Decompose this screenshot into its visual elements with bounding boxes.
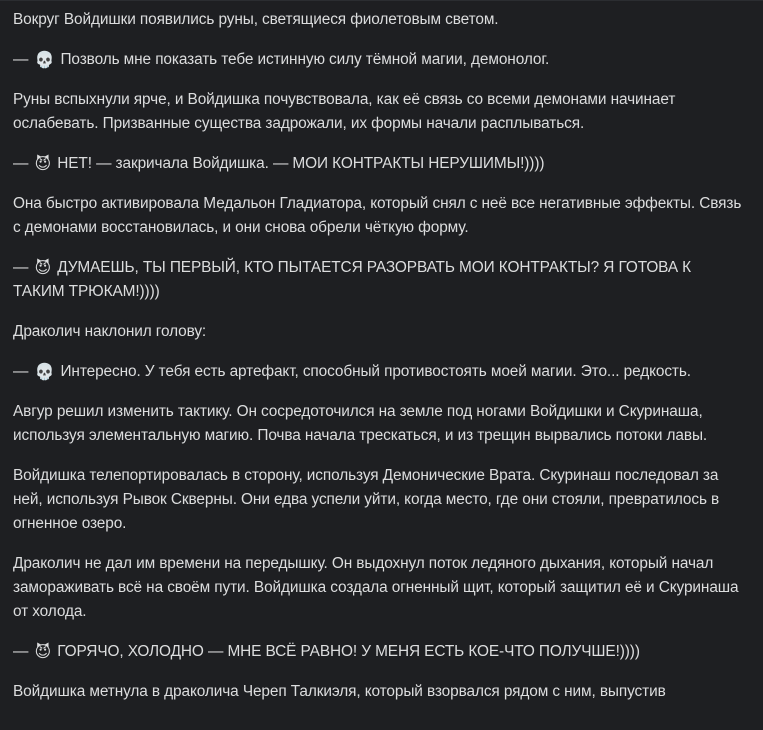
paragraph-6: — 😈 ДУМАЕШЬ, ТЫ ПЕРВЫЙ, КТО ПЫТАЕТСЯ РАЗОРВАТЬ МОИ КОНТРАКТЫ? Я ГОТОВА К ТАКИМ ТРЮКАМ!)))) xyxy=(13,259,692,300)
paragraph-8: — 💀 Интересно. У тебя есть артефакт, способный противостоять моей магии. Это... редкость. xyxy=(13,363,691,381)
paragraph-1: Вокруг Войдишки появились руны, светящиеся фиолетовым светом. xyxy=(13,11,499,28)
paragraph-4: — 😈 НЕТ! — закричала Войдишка. — МОИ КОНТРАКТЫ НЕРУШИМЫ!)))) xyxy=(13,155,545,173)
scrollbar-track[interactable] xyxy=(755,1,763,730)
smiling-imp-emoji-icon: 😈 xyxy=(34,260,52,277)
paragraph-2: — 💀 Позволь мне показать тебе истинную силу тёмной магии, демонолог. xyxy=(13,51,550,69)
paragraph-13: Войдишка метнула в драколича Череп Талкиэля, который взорвался рядом с ним, выпустив xyxy=(13,683,666,700)
smiling-imp-emoji-icon: 😈 xyxy=(34,156,52,173)
smiling-imp-emoji-icon: 😈 xyxy=(34,644,52,661)
paragraph-11: Драколич не дал им времени на передышку. Он выдохнул поток ледяного дыхания, который начал замораживать всё на своём пути. Войдишка создала огненный щит, который защитил её и Скуринаша от холода. xyxy=(13,555,739,620)
paragraph-3: Руны вспыхнули ярче, и Войдишка почувствовала, как её связь со всеми демонами начинает ослабевать. Призванные существа задрожали, их формы начали расплываться. xyxy=(13,91,676,132)
paragraph-10: Войдишка телепортировалась в сторону, используя Демонические Врата. Скуринаш последовал за ней, используя Рывок Скверны. Они едва успели уйти, когда место, где они стояли, превратилось в огненное озеро. xyxy=(13,467,720,532)
paragraph-12: — 😈 ГОРЯЧО, ХОЛОДНО — МНЕ ВСЁ РАВНО! У МЕНЯ ЕСТЬ КОЕ-ЧТО ПОЛУЧШЕ!)))) xyxy=(13,643,640,661)
skull-emoji-icon: 💀 xyxy=(34,52,55,69)
paragraph-9: Авгур решил изменить тактику. Он сосредоточился на земле под ногами Войдишки и Скуринаша, используя элементальную магию. Почва начала трескаться, и из трещин вырвались потоки лавы. xyxy=(13,403,708,444)
skull-emoji-icon: 💀 xyxy=(34,364,55,381)
message-text-body xyxy=(13,8,743,720)
paragraph-7: Драколич наклонил голову: xyxy=(13,323,207,340)
paragraph-5: Она быстро активировала Медальон Гладиатора, который снял с неё все негативные эффекты. Связь с демонами восстановилась, и они снова обрели чёткую форму. xyxy=(13,195,742,236)
